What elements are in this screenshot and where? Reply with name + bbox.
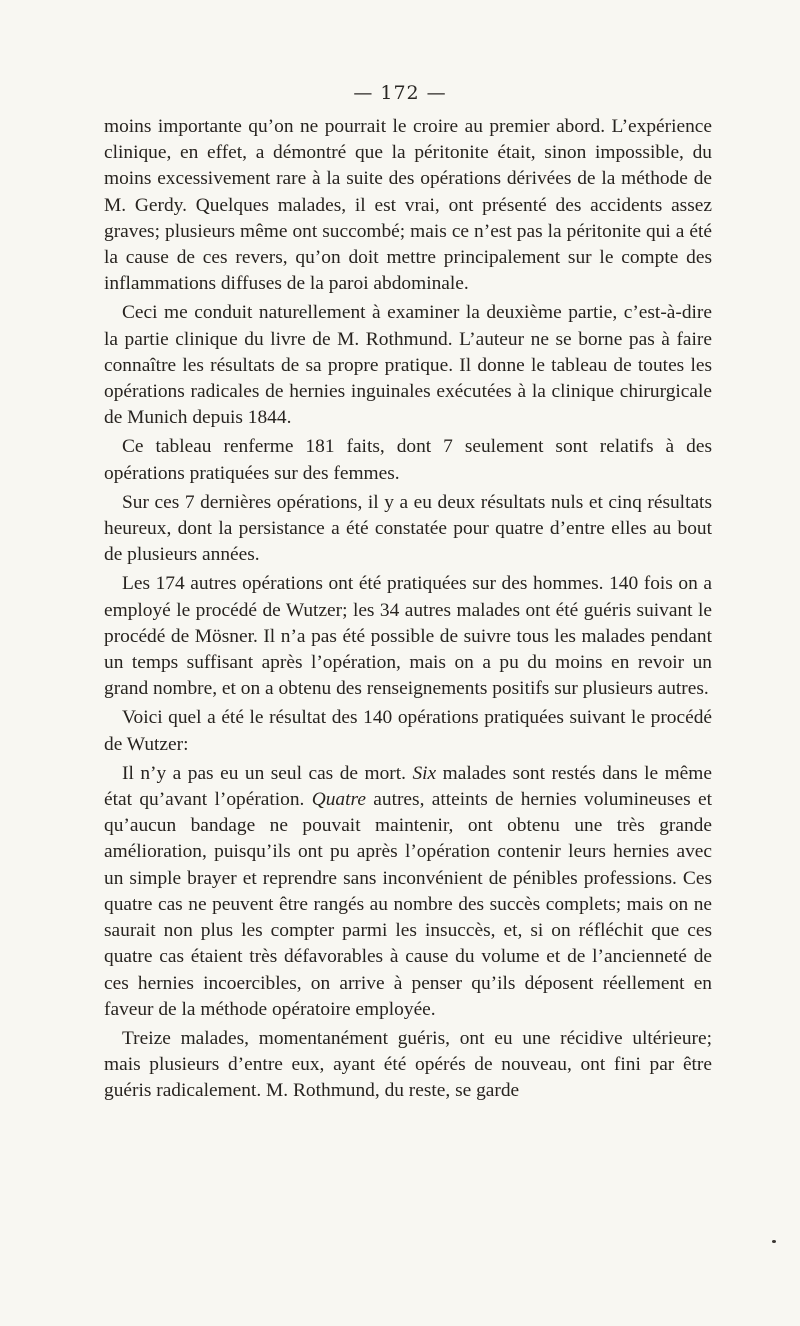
paragraph-7 bbox=[104, 761, 712, 1023]
paragraph-4 bbox=[104, 490, 712, 569]
paragraph-7-text-a: Il n’y a pas eu un seul cas de mort. bbox=[122, 762, 413, 784]
paragraph-6 bbox=[104, 705, 712, 757]
paragraph-8 bbox=[104, 1026, 712, 1105]
paragraph-3-text: Ce tableau renferme 181 faits, dont 7 seulement sont relatifs à des opérations pratiquées sur des femmes. bbox=[104, 436, 712, 484]
paragraph-1-text: moins importante qu’on ne pourrait le croire au premier abord. L’expérience clinique, en effet, a démontré que la péritonite était, sinon impossible, du moins excessivement rare à la suite des opérations dérivées de la méthode de M. Gerdy. Quelques malades, il est vrai, ont présenté des accidents assez graves; plusieurs même ont succombé; mais ce n’est pas la péritonite qui a été la cause de ces revers, qu’on doit mettre principalement sur le compte des inflammations diffuses de la paroi abdominale. bbox=[104, 116, 712, 295]
paragraph-5-text: Les 174 autres opérations ont été pratiquées sur des hommes. 140 fois on a employé le procédé de Wutzer; les 34 autres malades ont été guéris suivant le procédé de Mösner. Il n’a pas été possible de suivre tous les malades pendant un temps suffisant après l’opération, mais on a pu du moins en revoir un grand nombre, et on a obtenu des renseignements positifs sur plusieurs autres. bbox=[104, 573, 712, 700]
paragraph-3 bbox=[104, 434, 712, 486]
paragraph-6-text: Voici quel a été le résultat des 140 opérations pratiquées suivant le procédé de Wutzer: bbox=[104, 707, 712, 755]
paragraph-1 bbox=[104, 114, 712, 297]
paragraph-7-italic-quatre: Quatre bbox=[311, 789, 366, 811]
paragraph-5 bbox=[104, 571, 712, 702]
paragraph-2-text: Ceci me conduit naturellement à examiner la deuxième partie, c’est-à-dire la partie clinique du livre de M. Rothmund. L’auteur ne se borne pas à faire connaître les résultats de sa propre pratique. Il donne le tableau de toutes les opérations radicales de hernies inguinales exécutées à la clinique chirurgicale de Munich depuis 1844. bbox=[104, 302, 712, 429]
paragraph-4-text: Sur ces 7 dernières opérations, il y a eu deux résultats nuls et cinq résultats heureux, dont la persistance a été constatée pour quatre d’entre elles au bout de plusieurs années. bbox=[104, 491, 712, 566]
paper-speck bbox=[772, 1240, 776, 1243]
body-text bbox=[104, 114, 712, 1105]
paragraph-7-text-b: malades sont restés dans le même état qu’avant l’opération. bbox=[104, 762, 712, 811]
paragraph-7-italic-six: Six bbox=[412, 762, 437, 784]
paragraph-7-text-c: autres, atteints de hernies volumineuses et qu’aucun bandage ne pouvait maintenir, ont obtenu une très grande amélioration, puisqu’ils ont pu après l’opération contenir leurs hernies avec un simple brayer et reprendre sans inconvénient de pénibles professions. Ces quatre cas ne peuvent être rangés au nombre des succès complets; mais on ne saurait non plus les compter parmi les insuccès, et, si on réfléchit que ces quatre cas étaient très défavorables à cause du volume et de l’ancienneté de ces hernies incoercibles, on arrive à penser qu’ils déposent réellement en faveur de la méthode opératoire employée. bbox=[104, 789, 712, 1020]
page-number: — 172 — bbox=[353, 82, 447, 104]
paragraph-8-text: Treize malades, momentanément guéris, ont eu une récidive ultérieure; mais plusieurs d’entre eux, ayant été opérés de nouveau, ont fini par être guéris radicalement. M. Rothmund, du reste, se garde bbox=[104, 1027, 712, 1102]
paragraph-2 bbox=[104, 300, 712, 431]
